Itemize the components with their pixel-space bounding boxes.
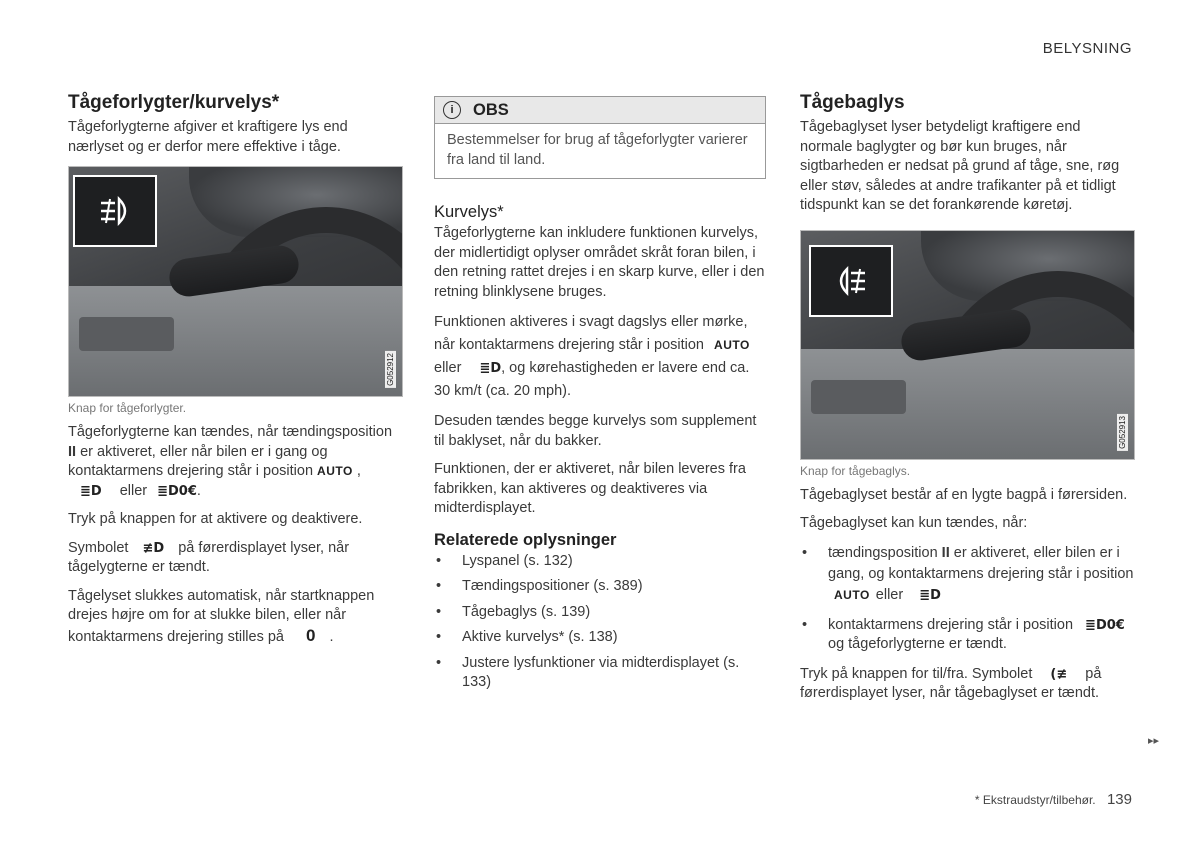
position-lights-icon: ≣D0€: [157, 483, 197, 499]
fog-lights-p4: Tågelyset slukkes automatisk, når startknappen drejes højre om for at slukke bilen, eller når kontaktarmens drejering stilles på 0 .: [68, 587, 375, 645]
fog-light-switch-photo: [68, 166, 403, 397]
rear-fog-indicator-icon: (≢: [1050, 666, 1068, 682]
image-caption: Knap for tågeforlygter.: [68, 401, 187, 415]
rear-fog-switch-photo: [800, 230, 1135, 460]
low-beam-icon: ≣D: [80, 483, 102, 499]
rear-fog-conditions: [800, 543, 1135, 655]
fog-lights-p3: Symbolet ≢D på førerdisplayet lyser, når tågelygterne er tændt.: [68, 539, 350, 575]
obs-text: Bestemmelser for brug af tågeforlygter varierer fra land til land.: [447, 132, 748, 168]
info-icon: i: [443, 101, 461, 119]
list-item[interactable]: • Aktive kurvelys* (s. 138): [436, 629, 618, 645]
cornering-p2: Funktionen aktiveres i svagt dagslys eller mørke, når kontaktarmens drejering står i position AUTO eller ≣D, og kørehastigheden er lavere end ca. 30 km/t (ca. 20 mph).: [434, 314, 750, 399]
obs-note-box: [434, 96, 766, 179]
position-lights-icon: ≣D0€: [1085, 617, 1125, 633]
image-code: G052912: [386, 353, 395, 386]
list-item[interactable]: • Justere lysfunktioner via midterdisplayet (s. 133): [436, 654, 740, 690]
column-cornering: [434, 92, 766, 699]
heading-fog-lights: Tågeforlygter/kurvelys*: [68, 92, 280, 113]
rear-fog-light-symbol-icon: [809, 245, 893, 317]
image-code: G052913: [1118, 415, 1127, 449]
heading-related-info: Relaterede oplysninger: [434, 530, 617, 549]
page-footer: [975, 791, 1132, 808]
zero-position-icon: 0: [306, 625, 316, 645]
list-item[interactable]: • Tågebaglys (s. 139): [436, 603, 591, 620]
footnote: * Ekstraudstyr/tilbehør.: [974, 793, 1096, 807]
auto-position-icon: AUTO: [834, 587, 870, 602]
heading-rear-fog: Tågebaglys: [800, 92, 905, 113]
low-beam-icon: ≣D: [919, 587, 941, 603]
front-fog-light-symbol-icon: [73, 175, 157, 247]
image-caption: Knap for tågebaglys.: [800, 463, 911, 478]
obs-title: OBS: [473, 100, 509, 119]
column-fog-lights: [68, 92, 403, 656]
cornering-p4: Funktionen, der er aktiveret, når bilen leveres fra fabrikken, kan aktiveres og deaktiveres via midterdisplayet.: [434, 461, 746, 516]
fog-lights-p1: Tågeforlygterne kan tændes, når tændingsposition II er aktiveret, eller når bilen er i gang og kontaktarmens drejering står i position AUTO , ≣D eller ≣D0€.: [68, 424, 393, 499]
fog-lights-intro: Tågeforlygterne afgiver et kraftigere lys end nærlyset og er derfor mere effektive i tåge.: [68, 119, 348, 155]
section-header: BELYSNING: [1042, 40, 1132, 57]
cornering-p3: Desuden tændes begge kurvelys som supplement til baklyset, når du bakker.: [434, 413, 757, 449]
auto-position-icon: AUTO: [317, 464, 353, 478]
list-item[interactable]: • Tændingspositioner (s. 389): [436, 578, 643, 594]
rear-fog-p2: Tågebaglyset kan kun tændes, når:: [800, 515, 1028, 531]
rear-fog-p1: Tågebaglyset består af en lygte bagpå i førersiden.: [800, 486, 1128, 503]
fog-lights-p2: Tryk på knappen for at aktivere og deaktivere.: [68, 511, 363, 527]
continue-arrows-icon: ▸▸: [1148, 735, 1160, 747]
related-list: [434, 552, 766, 693]
list-item: • tændingsposition II er aktiveret, eller bilen er i gang, og kontaktarmens drejering står i position AUTO eller ≣D: [802, 544, 1134, 603]
list-item[interactable]: • Lyspanel (s. 132): [436, 552, 573, 569]
page-number: 139: [1106, 791, 1132, 808]
low-beam-icon: ≣D: [479, 361, 502, 376]
rear-fog-intro: Tågebaglyset lyser betydeligt kraftigere end normale baglygter og bør kun bruges, når sigtbarheden er nedsat på grund af tåge, sne, røg eller støv, således at andre trafikanter på et tidligt tidspunkt kan se det forankørende køretøj.: [800, 119, 1120, 213]
heading-cornering-lights: Kurvelys*: [434, 203, 504, 221]
list-item: • kontaktarmens drejering står i position ≣D0€ og tågeforlygterne er tændt.: [802, 616, 1125, 652]
cornering-p1: Tågeforlygterne kan inkludere funktionen kurvelys, der midlertidigt oplyser området skråt foran bilen, i den retning rattet drejes i en skarp kurve, eller i den retning blinklysene bruges.: [434, 225, 765, 300]
column-rear-fog: [800, 92, 1135, 713]
auto-position-icon: AUTO: [714, 338, 750, 352]
front-fog-indicator-icon: ≢D: [142, 540, 165, 556]
rear-fog-p3: Tryk på knappen for til/fra. Symbolet (≢ på førerdisplayet lyser, når tågebaglyset er tændt.: [800, 665, 1102, 701]
